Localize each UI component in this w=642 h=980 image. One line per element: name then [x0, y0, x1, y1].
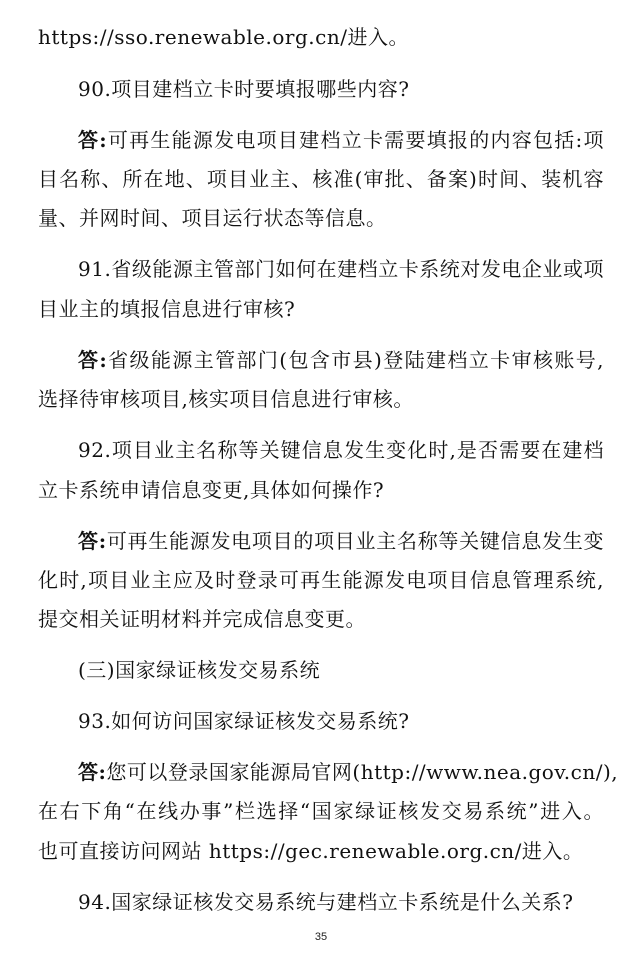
answer-label: 答:	[78, 760, 107, 784]
answer-92-line-1	[78, 528, 604, 554]
text-line-url-sso: https://sso.renewable.org.cn/进入。	[38, 25, 409, 49]
answer-90-line-2: 目名称、所在地、项目业主、核准(审批、备案)时间、装机容	[38, 167, 604, 191]
question-94: 94.国家绿证核发交易系统与建档立卡系统是什么关系?	[78, 890, 574, 914]
answer-92-line-2: 化时,项目业主应及时登录可再生能源发电项目信息管理系统,	[38, 568, 604, 592]
answer-label: 答:	[78, 128, 108, 152]
section-heading: (三)国家绿证核发交易系统	[78, 658, 321, 682]
question-91-line-2: 目业主的填报信息进行审核?	[38, 297, 296, 321]
answer-93-line-1	[78, 759, 619, 785]
answer-text: 可再生能源发电项目建档立卡需要填报的内容包括:项	[107, 128, 604, 152]
answer-90-line-3: 量、并网时间、项目运行状态等信息。	[38, 206, 387, 230]
answer-91-line-1	[78, 347, 604, 373]
page-number: 35	[314, 931, 328, 943]
question-90: 90.项目建档立卡时要填报哪些内容?	[78, 77, 410, 101]
answer-text: 省级能源主管部门(包含市县)登陆建档立卡审核账号,	[107, 348, 604, 372]
answer-label: 答:	[78, 529, 107, 553]
answer-text: 您可以登录国家能源局官网(http://www.nea.gov.cn/),	[106, 760, 619, 784]
answer-91-line-2: 选择待审核项目,核实项目信息进行审核。	[38, 387, 414, 411]
question-92-line-1: 92.项目业主名称等关键信息发生变化时,是否需要在建档	[78, 438, 604, 462]
answer-92-line-3: 提交相关证明材料并完成信息变更。	[38, 607, 366, 631]
answer-93-line-2: 在右下角“在线办事”栏选择“国家绿证核发交易系统”进入。	[38, 799, 604, 823]
question-93: 93.如何访问国家绿证核发交易系统?	[78, 709, 410, 733]
question-91-line-1: 91.省级能源主管部门如何在建档立卡系统对发电企业或项	[78, 257, 604, 281]
answer-93-line-3: 也可直接访问网站 https://gec.renewable.org.cn/进入。	[38, 839, 584, 863]
answer-text: 可再生能源发电项目的项目业主名称等关键信息发生变	[106, 529, 604, 553]
answer-label: 答:	[78, 348, 108, 372]
question-92-line-2: 立卡系统申请信息变更,具体如何操作?	[38, 478, 385, 502]
answer-90-line-1	[78, 127, 604, 153]
